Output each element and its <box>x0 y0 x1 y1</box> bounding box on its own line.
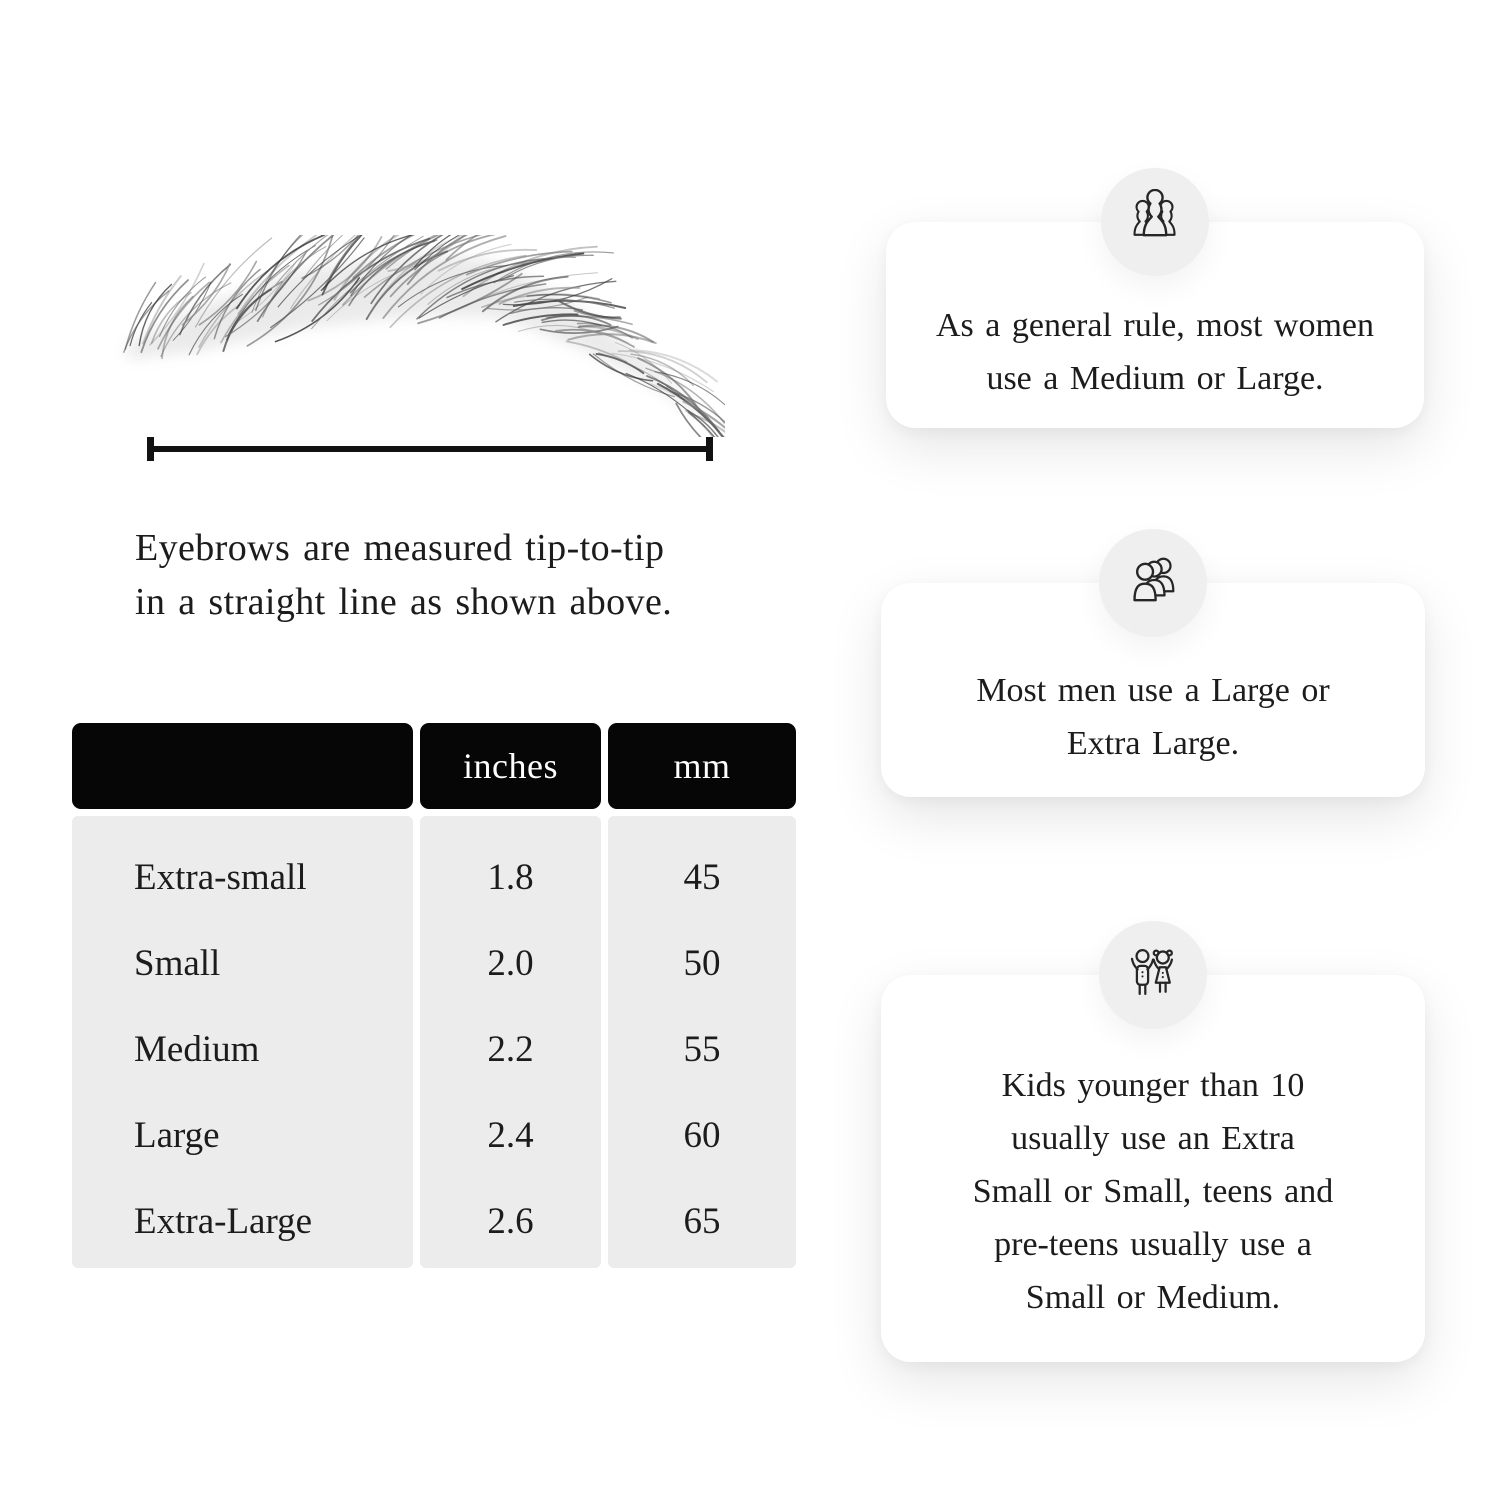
info-card-women <box>886 222 1424 428</box>
eyebrow-sketch-svg <box>113 235 725 437</box>
card-kids-line-1: Kids younger than 10 <box>1001 1067 1305 1104</box>
kids-icon <box>1118 940 1188 1010</box>
header-cell-inches: inches <box>420 723 601 809</box>
men-icon-bubble <box>1099 529 1207 637</box>
header-cell-blank <box>72 723 413 809</box>
row-label: Medium <box>134 1028 260 1070</box>
card-kids-line-5: Small or Medium. <box>1025 1279 1281 1316</box>
row-label: Small <box>134 942 221 984</box>
inches-value: 1.8 <box>487 856 534 898</box>
header-cell-mm: mm <box>608 723 796 809</box>
inches-value: 2.0 <box>487 942 534 984</box>
table-column-inches <box>420 816 601 1268</box>
info-card-kids <box>881 975 1425 1362</box>
mm-value: 50 <box>683 942 721 984</box>
row-label: Extra-small <box>134 856 307 898</box>
women-group-icon <box>1122 189 1188 255</box>
card-kids-line-2: usually use an Extra <box>1011 1120 1295 1157</box>
women-icon-bubble <box>1101 168 1209 276</box>
table-column-sizes <box>72 816 413 1268</box>
men-group-icon <box>1120 550 1186 616</box>
measurement-line <box>147 437 713 461</box>
kids-icon-bubble <box>1099 921 1207 1029</box>
mm-value: 60 <box>683 1114 721 1156</box>
info-card-men <box>881 583 1425 797</box>
inches-value: 2.2 <box>487 1028 534 1070</box>
mm-value: 45 <box>683 856 721 898</box>
card-men-line-1: Most men use a Large or <box>976 672 1330 709</box>
mm-value: 65 <box>683 1200 721 1242</box>
card-kids-line-3: Small or Small, teens and <box>972 1173 1334 1210</box>
row-label: Large <box>134 1114 220 1156</box>
eyebrow-illustration <box>113 235 725 437</box>
row-label: Extra-Large <box>134 1200 313 1242</box>
table-column-mm <box>608 816 796 1268</box>
card-text-kids <box>973 1013 1333 1324</box>
card-kids-line-4: pre-teens usually use a <box>994 1226 1312 1263</box>
mm-value: 55 <box>683 1028 721 1070</box>
measurement-caption <box>135 521 795 629</box>
size-table <box>72 723 796 1268</box>
caption-line-2: in a straight line as shown above. <box>135 581 673 623</box>
inches-value: 2.4 <box>487 1114 534 1156</box>
card-women-line-2: use a Medium or Large. <box>986 360 1324 397</box>
caption-line-1: Eyebrows are measured tip-to-tip <box>135 527 665 569</box>
inches-value: 2.6 <box>487 1200 534 1242</box>
card-men-line-2: Extra Large. <box>1066 725 1240 762</box>
card-women-line-1: As a general rule, most women <box>936 307 1374 344</box>
